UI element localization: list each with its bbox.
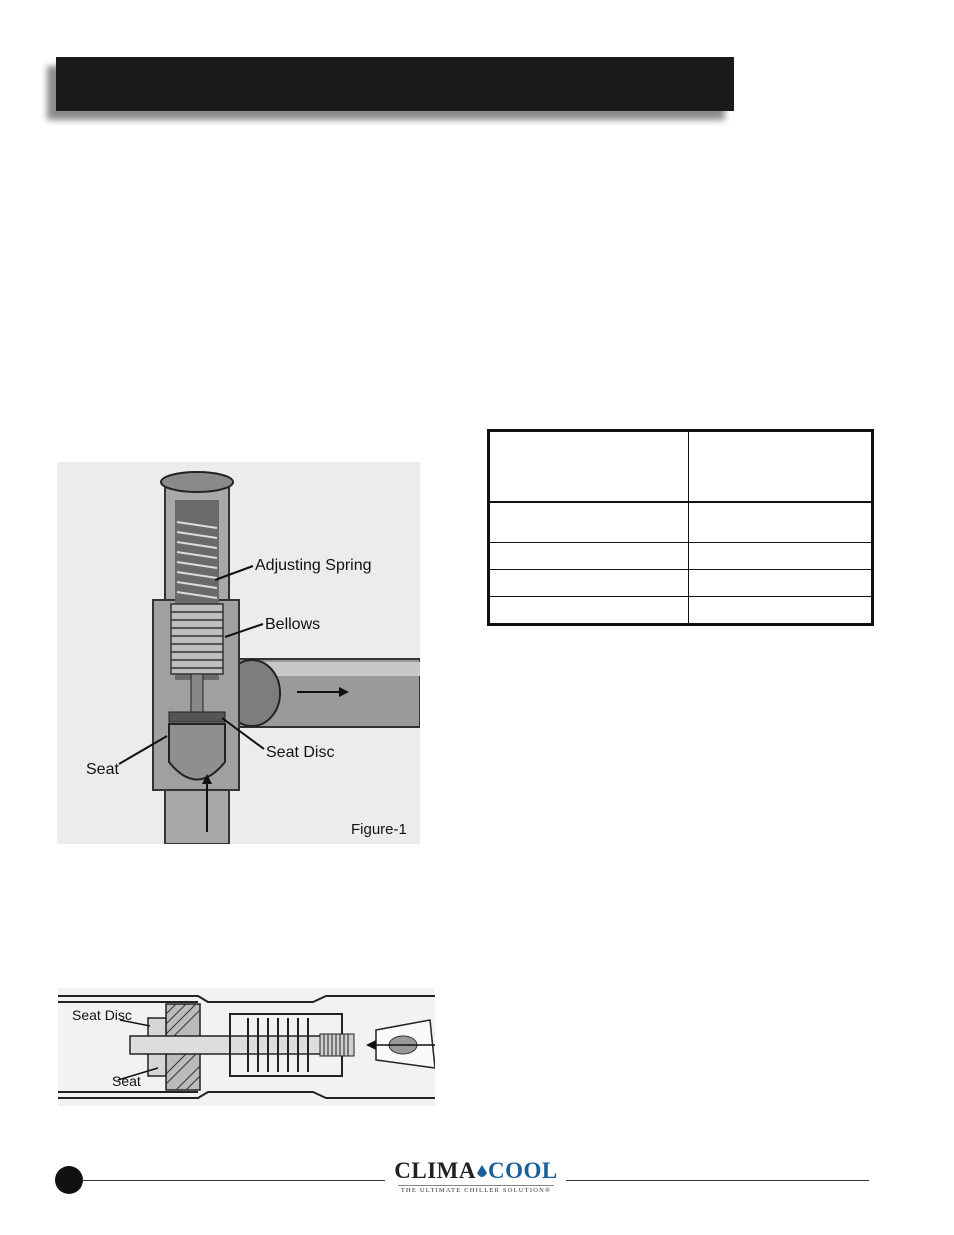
table-cell <box>689 502 872 543</box>
footer-divider-right <box>566 1180 869 1181</box>
bellows <box>171 604 223 674</box>
table-row <box>490 543 872 570</box>
table-cell <box>490 570 689 597</box>
table-cell <box>689 570 872 597</box>
label-adjusting-spring: Adjusting Spring <box>255 557 372 574</box>
table-cell <box>689 543 872 570</box>
table-cell <box>689 597 872 624</box>
droplet-icon <box>477 1165 487 1179</box>
table-row <box>490 570 872 597</box>
table-header-cell <box>490 432 689 503</box>
valve-body <box>153 472 239 844</box>
table-header-cell <box>689 432 872 503</box>
table-cell <box>490 502 689 543</box>
table-row <box>490 502 872 543</box>
table-row <box>490 597 872 624</box>
label-seat-2: Seat <box>112 1073 141 1089</box>
outlet-pipe <box>222 659 420 727</box>
spring <box>248 1018 308 1072</box>
figure-1-valve-illustration <box>57 462 420 844</box>
section-header-bar <box>56 57 734 111</box>
table-header-row <box>490 432 872 503</box>
table-cell <box>490 597 689 624</box>
figure-1-caption: Figure-1 <box>351 821 407 838</box>
footer-divider-left <box>82 1180 385 1181</box>
logo-tagline: THE ULTIMATE CHILLER SOLUTION® <box>398 1185 554 1194</box>
page-number-dot <box>55 1166 83 1194</box>
logo-text-cool: COOL <box>488 1158 558 1183</box>
climacool-logo <box>390 1158 562 1198</box>
logo-text-clima: CLIMA <box>394 1158 476 1183</box>
figure-2-inline-valve-illustration <box>58 988 435 1106</box>
label-bellows: Bellows <box>265 616 321 633</box>
label-seat-disc-2: Seat Disc <box>72 1007 132 1023</box>
data-table <box>487 429 874 626</box>
label-seat-disc: Seat Disc <box>266 744 335 761</box>
table-cell <box>490 543 689 570</box>
label-seat: Seat <box>86 761 119 778</box>
threaded-end <box>320 1034 354 1056</box>
